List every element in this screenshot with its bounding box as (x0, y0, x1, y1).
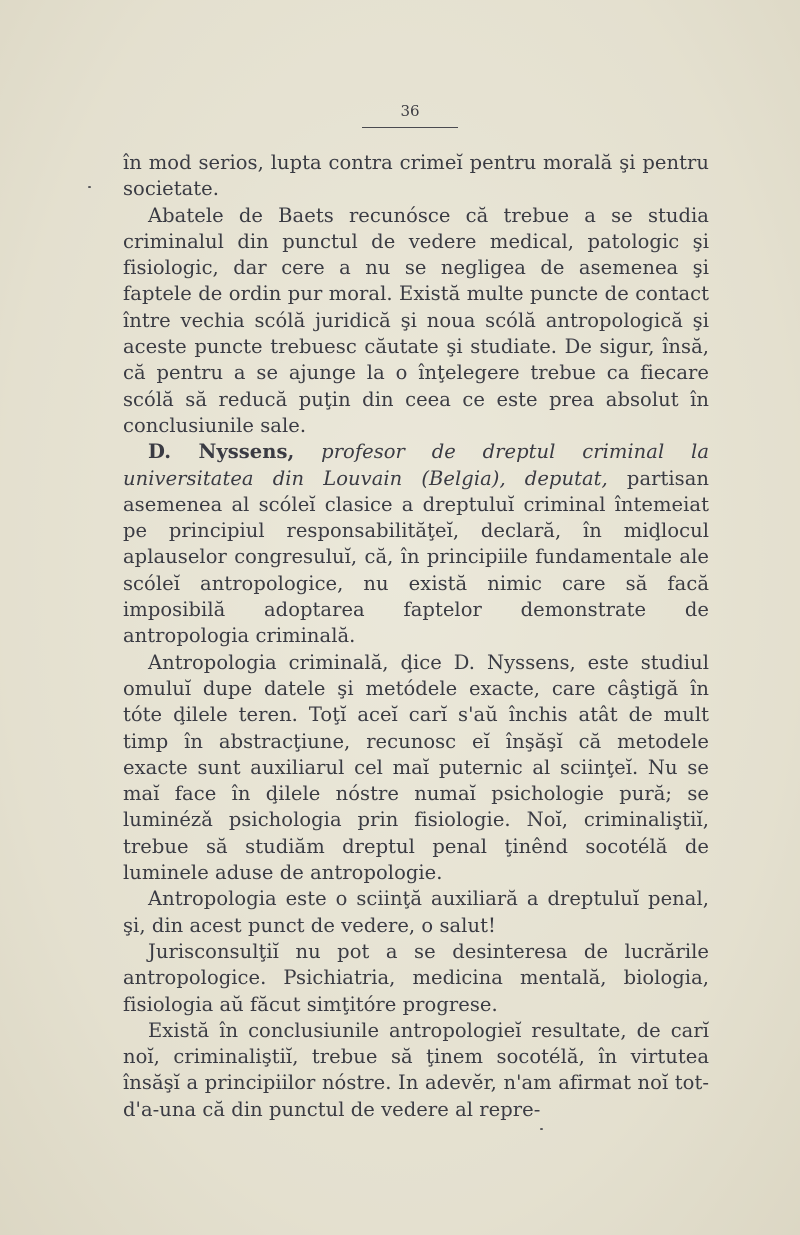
paragraph-continuation: în mod serios, lupta contra crimeĭ pentru morală şi pentru societate. (123, 151, 709, 201)
header-rule (362, 127, 458, 128)
paragraph-nyssens-intro (123, 439, 709, 649)
paragraph-de-baets: Abatele de Baets recunósce că trebue a se studia criminalul din punctul de vedere medical, patologic şi fisiologic, dar cere a nu se negligea de asemenea şi faptele de ordin pur moral. Există multe puncte de contact între vechia scólă juridică şi noua scólă antropologică şi aceste puncte trebuesc căutate şi studiate. De sigur, însă, că pentru a se ajunge la o înţelegere trebue ca fiecare scólă să reducă puţin din ceea ce este prea absolut în conclusiunile sale. (123, 203, 709, 437)
paper-speck (540, 1128, 543, 1130)
paragraph-antropologia-sciinta: Antropologia este o sciinţă auxiliară a dreptuluĭ penal, şi, din acest punct de vedere, o salut! (123, 887, 709, 937)
paper-speck (88, 186, 91, 188)
author-name: D. Nyssens, (148, 440, 295, 464)
paragraph-antropologia-criminala: Antropologia criminală, ḑice D. Nyssens, este studiul omuluĭ dupe datele şi metódele exacte, care câştigă în tóte ḑilele teren. Toţĭ aceĭ carĭ s'aŭ închis atât de mult timp în abstracţiune, recunosc eĭ înşăşĭ că metodele exacte sunt auxiliarul cel maĭ puternic al sciinţeĭ. Nu se maĭ face în ḑilele nóstre numaĭ psichologie pură; se luminézǎ psichologia prin fisiologie. Noĭ, criminaliştiĭ, trebue să studiăm dreptul penal ţinênd socotélă de luminele aduse de antropologie. (123, 650, 709, 885)
page-number: 36 (400, 102, 420, 120)
author-title: profesor de dreptul criminal la universitatea din Louvain (Belgia), deputat, (123, 440, 710, 490)
body-text (123, 150, 709, 1123)
paragraph-conclusiuni: Există în conclusiunile antropologieĭ resultate, de carĭ noĭ, criminaliştiĭ, trebue să ţinem socotélă, în virtutea însăşĭ a principiilor nóstre. In adevĕr, n'am afirmat noĭ tot-d'a-una că din punctul de vedere al repre- (123, 1018, 709, 1121)
paragraph-jurisconsulti: Jurisconsulţiĭ nu pot a se desinteresa de lucrările antropologice. Psichiatria, medicina mentală, biologia, fisiologia aŭ făcut simţitóre progrese. (123, 939, 709, 1016)
paragraph-nyssens-body: partisan asemenea al scóleĭ clasice a dreptuluĭ criminal întemeiat pe principiul responsabilităţeĭ, declară, în miḑlocul aplauselor congresuluĭ, că, în principiile fundamentale ale scóleĭ antropologice, nu există nimic care să facă imposibilă adoptarea faptelor demonstrate de antropologia criminală. (123, 466, 710, 648)
